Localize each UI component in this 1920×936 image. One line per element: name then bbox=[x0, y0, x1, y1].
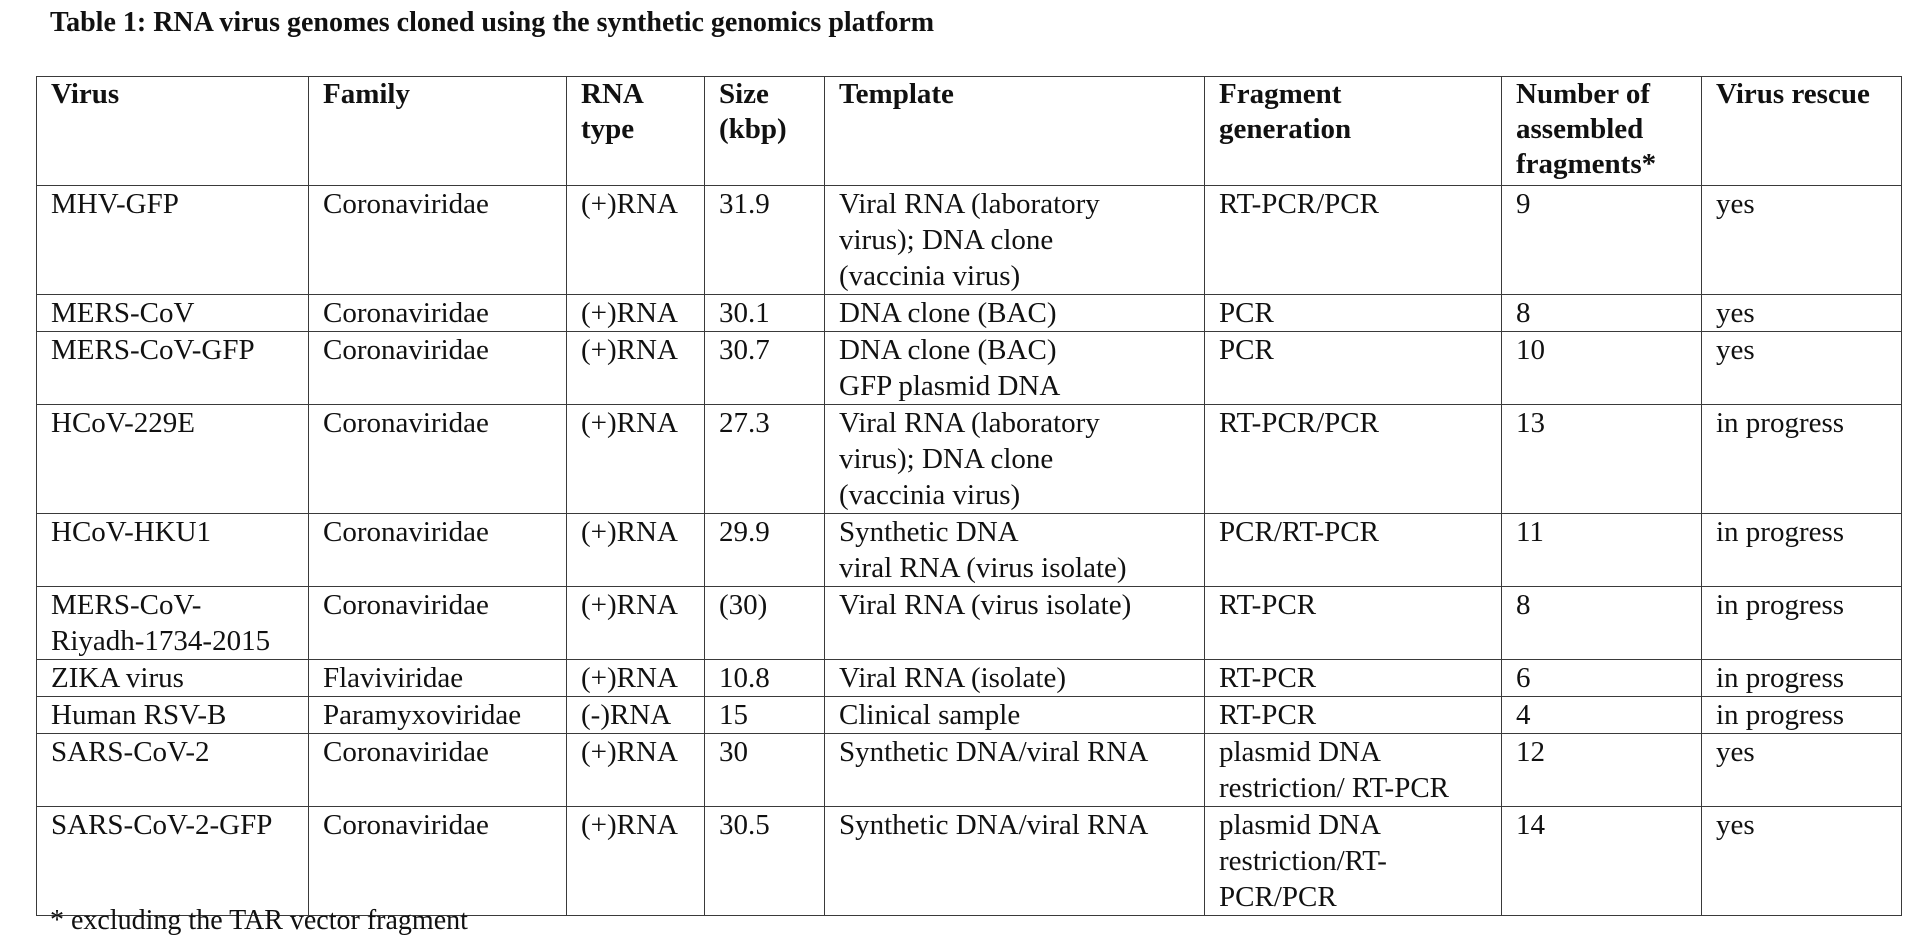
cell-virus: SARS-CoV-2 bbox=[37, 734, 309, 807]
cell-virus-rescue: yes bbox=[1702, 186, 1902, 295]
cell-number-of-fragments: 8 bbox=[1502, 587, 1702, 660]
header-family: Family bbox=[309, 77, 567, 186]
cell-fragment-generation: PCR bbox=[1205, 295, 1502, 332]
cell-size: 30 bbox=[705, 734, 825, 807]
virus-genomes-table bbox=[36, 76, 1902, 916]
cell-virus: SARS-CoV-2-GFP bbox=[37, 807, 309, 916]
header-size: Size (kbp) bbox=[705, 77, 825, 186]
cell-size: 30.5 bbox=[705, 807, 825, 916]
cell-family: Coronaviridae bbox=[309, 514, 567, 587]
cell-virus-rescue: yes bbox=[1702, 332, 1902, 405]
cell-template: DNA clone (BAC) GFP plasmid DNA bbox=[825, 332, 1205, 405]
cell-size: 29.9 bbox=[705, 514, 825, 587]
cell-template: DNA clone (BAC) bbox=[825, 295, 1205, 332]
cell-number-of-fragments: 13 bbox=[1502, 405, 1702, 514]
cell-family: Coronaviridae bbox=[309, 807, 567, 916]
cell-fragment-generation: PCR bbox=[1205, 332, 1502, 405]
cell-number-of-fragments: 10 bbox=[1502, 332, 1702, 405]
cell-number-of-fragments: 4 bbox=[1502, 697, 1702, 734]
table-row bbox=[37, 186, 1902, 295]
header-virus-rescue: Virus rescue bbox=[1702, 77, 1902, 186]
cell-virus: MERS-CoV- Riyadh-1734-2015 bbox=[37, 587, 309, 660]
cell-size: 30.7 bbox=[705, 332, 825, 405]
cell-rna-type: (+)RNA bbox=[567, 405, 705, 514]
header-number-of-fragments: Number of assembled fragments* bbox=[1502, 77, 1702, 186]
cell-template: Synthetic DNA/viral RNA bbox=[825, 734, 1205, 807]
cell-fragment-generation: RT-PCR bbox=[1205, 697, 1502, 734]
cell-size: 15 bbox=[705, 697, 825, 734]
cell-fragment-generation: PCR/RT-PCR bbox=[1205, 514, 1502, 587]
cell-rna-type: (+)RNA bbox=[567, 734, 705, 807]
cell-size: 30.1 bbox=[705, 295, 825, 332]
table-row bbox=[37, 734, 1902, 807]
cell-virus: MHV-GFP bbox=[37, 186, 309, 295]
cell-fragment-generation: RT-PCR bbox=[1205, 587, 1502, 660]
cell-fragment-generation: plasmid DNA restriction/RT- PCR/PCR bbox=[1205, 807, 1502, 916]
cell-number-of-fragments: 8 bbox=[1502, 295, 1702, 332]
cell-size: 31.9 bbox=[705, 186, 825, 295]
cell-rna-type: (+)RNA bbox=[567, 332, 705, 405]
cell-template: Viral RNA (isolate) bbox=[825, 660, 1205, 697]
cell-template: Synthetic DNA viral RNA (virus isolate) bbox=[825, 514, 1205, 587]
cell-virus: MERS-CoV-GFP bbox=[37, 332, 309, 405]
cell-family: Coronaviridae bbox=[309, 186, 567, 295]
cell-virus-rescue: yes bbox=[1702, 807, 1902, 916]
cell-virus: ZIKA virus bbox=[37, 660, 309, 697]
cell-fragment-generation: plasmid DNA restriction/ RT-PCR bbox=[1205, 734, 1502, 807]
cell-virus: HCoV-HKU1 bbox=[37, 514, 309, 587]
cell-number-of-fragments: 11 bbox=[1502, 514, 1702, 587]
cell-template: Viral RNA (virus isolate) bbox=[825, 587, 1205, 660]
table-row bbox=[37, 807, 1902, 916]
cell-family: Coronaviridae bbox=[309, 405, 567, 514]
table-row bbox=[37, 697, 1902, 734]
table-row bbox=[37, 295, 1902, 332]
cell-family: Coronaviridae bbox=[309, 332, 567, 405]
cell-virus-rescue: in progress bbox=[1702, 514, 1902, 587]
cell-family: Coronaviridae bbox=[309, 295, 567, 332]
header-template: Template bbox=[825, 77, 1205, 186]
cell-family: Flaviviridae bbox=[309, 660, 567, 697]
cell-number-of-fragments: 6 bbox=[1502, 660, 1702, 697]
cell-template: Viral RNA (laboratory virus); DNA clone (vaccinia virus) bbox=[825, 405, 1205, 514]
cell-rna-type: (-)RNA bbox=[567, 697, 705, 734]
table-body bbox=[37, 186, 1902, 916]
cell-virus-rescue: in progress bbox=[1702, 660, 1902, 697]
header-virus: Virus bbox=[37, 77, 309, 186]
cell-size: 27.3 bbox=[705, 405, 825, 514]
cell-template: Viral RNA (laboratory virus); DNA clone (vaccinia virus) bbox=[825, 186, 1205, 295]
cell-virus-rescue: in progress bbox=[1702, 587, 1902, 660]
cell-rna-type: (+)RNA bbox=[567, 807, 705, 916]
cell-family: Coronaviridae bbox=[309, 587, 567, 660]
cell-fragment-generation: RT-PCR bbox=[1205, 660, 1502, 697]
table-title: Table 1: RNA virus genomes cloned using the synthetic genomics platform bbox=[50, 7, 935, 38]
cell-virus-rescue: yes bbox=[1702, 734, 1902, 807]
cell-fragment-generation: RT-PCR/PCR bbox=[1205, 186, 1502, 295]
table-row bbox=[37, 514, 1902, 587]
table-row bbox=[37, 405, 1902, 514]
header-row bbox=[37, 77, 1902, 186]
cell-family: Paramyxoviridae bbox=[309, 697, 567, 734]
cell-number-of-fragments: 12 bbox=[1502, 734, 1702, 807]
cell-template: Synthetic DNA/viral RNA bbox=[825, 807, 1205, 916]
header-fragment-generation: Fragment generation bbox=[1205, 77, 1502, 186]
cell-virus-rescue: yes bbox=[1702, 295, 1902, 332]
cell-size: (30) bbox=[705, 587, 825, 660]
cell-virus-rescue: in progress bbox=[1702, 697, 1902, 734]
footnote: * excluding the TAR vector fragment bbox=[50, 905, 468, 936]
cell-fragment-generation: RT-PCR/PCR bbox=[1205, 405, 1502, 514]
cell-number-of-fragments: 14 bbox=[1502, 807, 1702, 916]
cell-virus-rescue: in progress bbox=[1702, 405, 1902, 514]
cell-rna-type: (+)RNA bbox=[567, 514, 705, 587]
cell-family: Coronaviridae bbox=[309, 734, 567, 807]
cell-rna-type: (+)RNA bbox=[567, 295, 705, 332]
cell-template: Clinical sample bbox=[825, 697, 1205, 734]
cell-rna-type: (+)RNA bbox=[567, 660, 705, 697]
table-row bbox=[37, 660, 1902, 697]
cell-number-of-fragments: 9 bbox=[1502, 186, 1702, 295]
table-row bbox=[37, 332, 1902, 405]
cell-virus: Human RSV-B bbox=[37, 697, 309, 734]
cell-virus: HCoV-229E bbox=[37, 405, 309, 514]
cell-rna-type: (+)RNA bbox=[567, 587, 705, 660]
cell-size: 10.8 bbox=[705, 660, 825, 697]
cell-virus: MERS-CoV bbox=[37, 295, 309, 332]
table-row bbox=[37, 587, 1902, 660]
header-rna-type: RNA type bbox=[567, 77, 705, 186]
cell-rna-type: (+)RNA bbox=[567, 186, 705, 295]
